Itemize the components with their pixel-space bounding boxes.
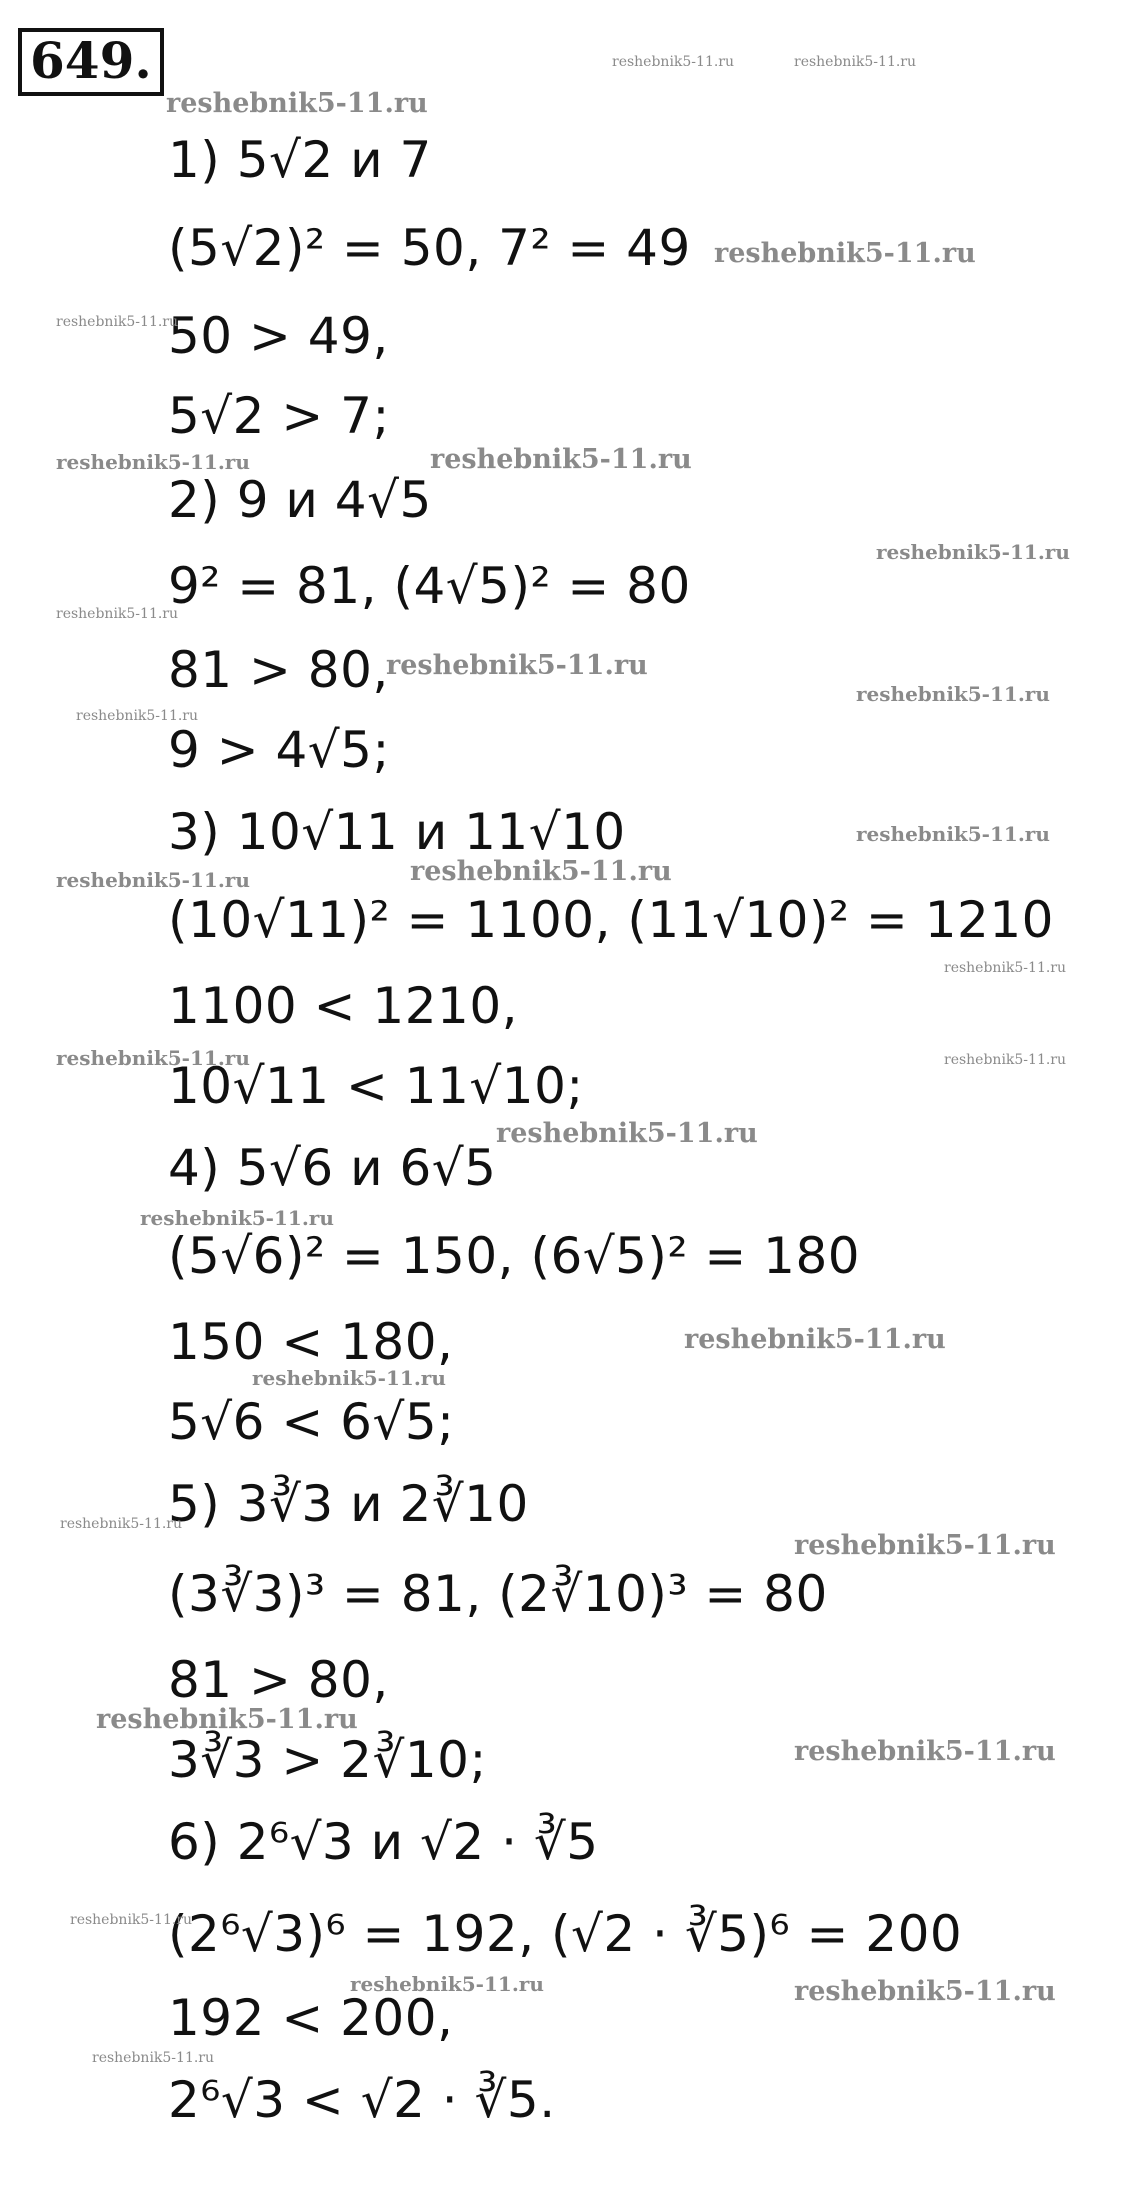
watermark: reshebnik5-11.ru bbox=[140, 1206, 334, 1230]
watermark: reshebnik5-11.ru bbox=[76, 708, 199, 724]
solution-line: (2⁶√3)⁶ = 192, (√2 · ∛5)⁶ = 200 bbox=[168, 1905, 963, 1963]
watermark: reshebnik5-11.ru bbox=[944, 960, 1067, 976]
watermark: reshebnik5-11.ru bbox=[794, 1736, 1056, 1767]
watermark: reshebnik5-11.ru bbox=[794, 1976, 1056, 2007]
watermark: reshebnik5-11.ru bbox=[714, 238, 976, 269]
watermark: reshebnik5-11.ru bbox=[612, 54, 735, 70]
watermark: reshebnik5-11.ru bbox=[496, 1118, 758, 1149]
solution-line: 150 < 180, bbox=[168, 1313, 454, 1371]
solution-line: 5) 3∛3 и 2∛10 bbox=[168, 1475, 529, 1533]
solution-line: 81 > 80, bbox=[168, 1651, 389, 1709]
watermark: reshebnik5-11.ru bbox=[252, 1366, 446, 1390]
watermark: reshebnik5-11.ru bbox=[56, 868, 250, 892]
watermark: reshebnik5-11.ru bbox=[944, 1052, 1067, 1068]
solution-line: 1100 < 1210, bbox=[168, 977, 519, 1035]
solution-line: (5√2)² = 50, 7² = 49 bbox=[168, 219, 691, 277]
watermark: reshebnik5-11.ru bbox=[56, 1046, 250, 1070]
watermark: reshebnik5-11.ru bbox=[410, 856, 672, 887]
solution-line: 1) 5√2 и 7 bbox=[168, 131, 432, 189]
watermark: reshebnik5-11.ru bbox=[794, 1530, 1056, 1561]
watermark: reshebnik5-11.ru bbox=[856, 682, 1050, 706]
solution-line: 3∛3 > 2∛10; bbox=[168, 1731, 487, 1789]
watermark: reshebnik5-11.ru bbox=[386, 650, 648, 681]
watermark: reshebnik5-11.ru bbox=[350, 1972, 544, 1996]
watermark: reshebnik5-11.ru bbox=[856, 822, 1050, 846]
watermark: reshebnik5-11.ru bbox=[56, 606, 179, 622]
solution-line: 9² = 81, (4√5)² = 80 bbox=[168, 557, 691, 615]
solution-line: 10√11 < 11√10; bbox=[168, 1057, 584, 1115]
solution-line: 2) 9 и 4√5 bbox=[168, 471, 432, 529]
solution-line: 5√6 < 6√5; bbox=[168, 1393, 455, 1451]
solution-line: 2⁶√3 < √2 · ∛5. bbox=[168, 2071, 556, 2129]
watermark: reshebnik5-11.ru bbox=[96, 1704, 358, 1735]
solution-line: (10√11)² = 1100, (11√10)² = 1210 bbox=[168, 891, 1054, 949]
watermark: reshebnik5-11.ru bbox=[876, 540, 1070, 564]
solution-line: 50 > 49, bbox=[168, 307, 389, 365]
watermark: reshebnik5-11.ru bbox=[166, 88, 428, 119]
watermark: reshebnik5-11.ru bbox=[430, 444, 692, 475]
solution-line: 5√2 > 7; bbox=[168, 387, 390, 445]
solution-line: (5√6)² = 150, (6√5)² = 180 bbox=[168, 1227, 861, 1285]
solution-line: 192 < 200, bbox=[168, 1989, 454, 2047]
watermark: reshebnik5-11.ru bbox=[56, 314, 179, 330]
watermark: reshebnik5-11.ru bbox=[92, 2050, 215, 2066]
solution-line: 4) 5√6 и 6√5 bbox=[168, 1139, 497, 1197]
watermark: reshebnik5-11.ru bbox=[794, 54, 917, 70]
solution-line: 9 > 4√5; bbox=[168, 721, 390, 779]
watermark: reshebnik5-11.ru bbox=[684, 1324, 946, 1355]
watermark: reshebnik5-11.ru bbox=[70, 1912, 193, 1928]
watermark: reshebnik5-11.ru bbox=[60, 1516, 183, 1532]
watermark: reshebnik5-11.ru bbox=[56, 450, 250, 474]
solution-line: (3∛3)³ = 81, (2∛10)³ = 80 bbox=[168, 1565, 828, 1623]
problem-number: 649. bbox=[18, 28, 164, 96]
solution-line: 81 > 80, bbox=[168, 641, 389, 699]
solution-line: 6) 2⁶√3 и √2 · ∛5 bbox=[168, 1813, 599, 1871]
solution-line: 3) 10√11 и 11√10 bbox=[168, 803, 626, 861]
